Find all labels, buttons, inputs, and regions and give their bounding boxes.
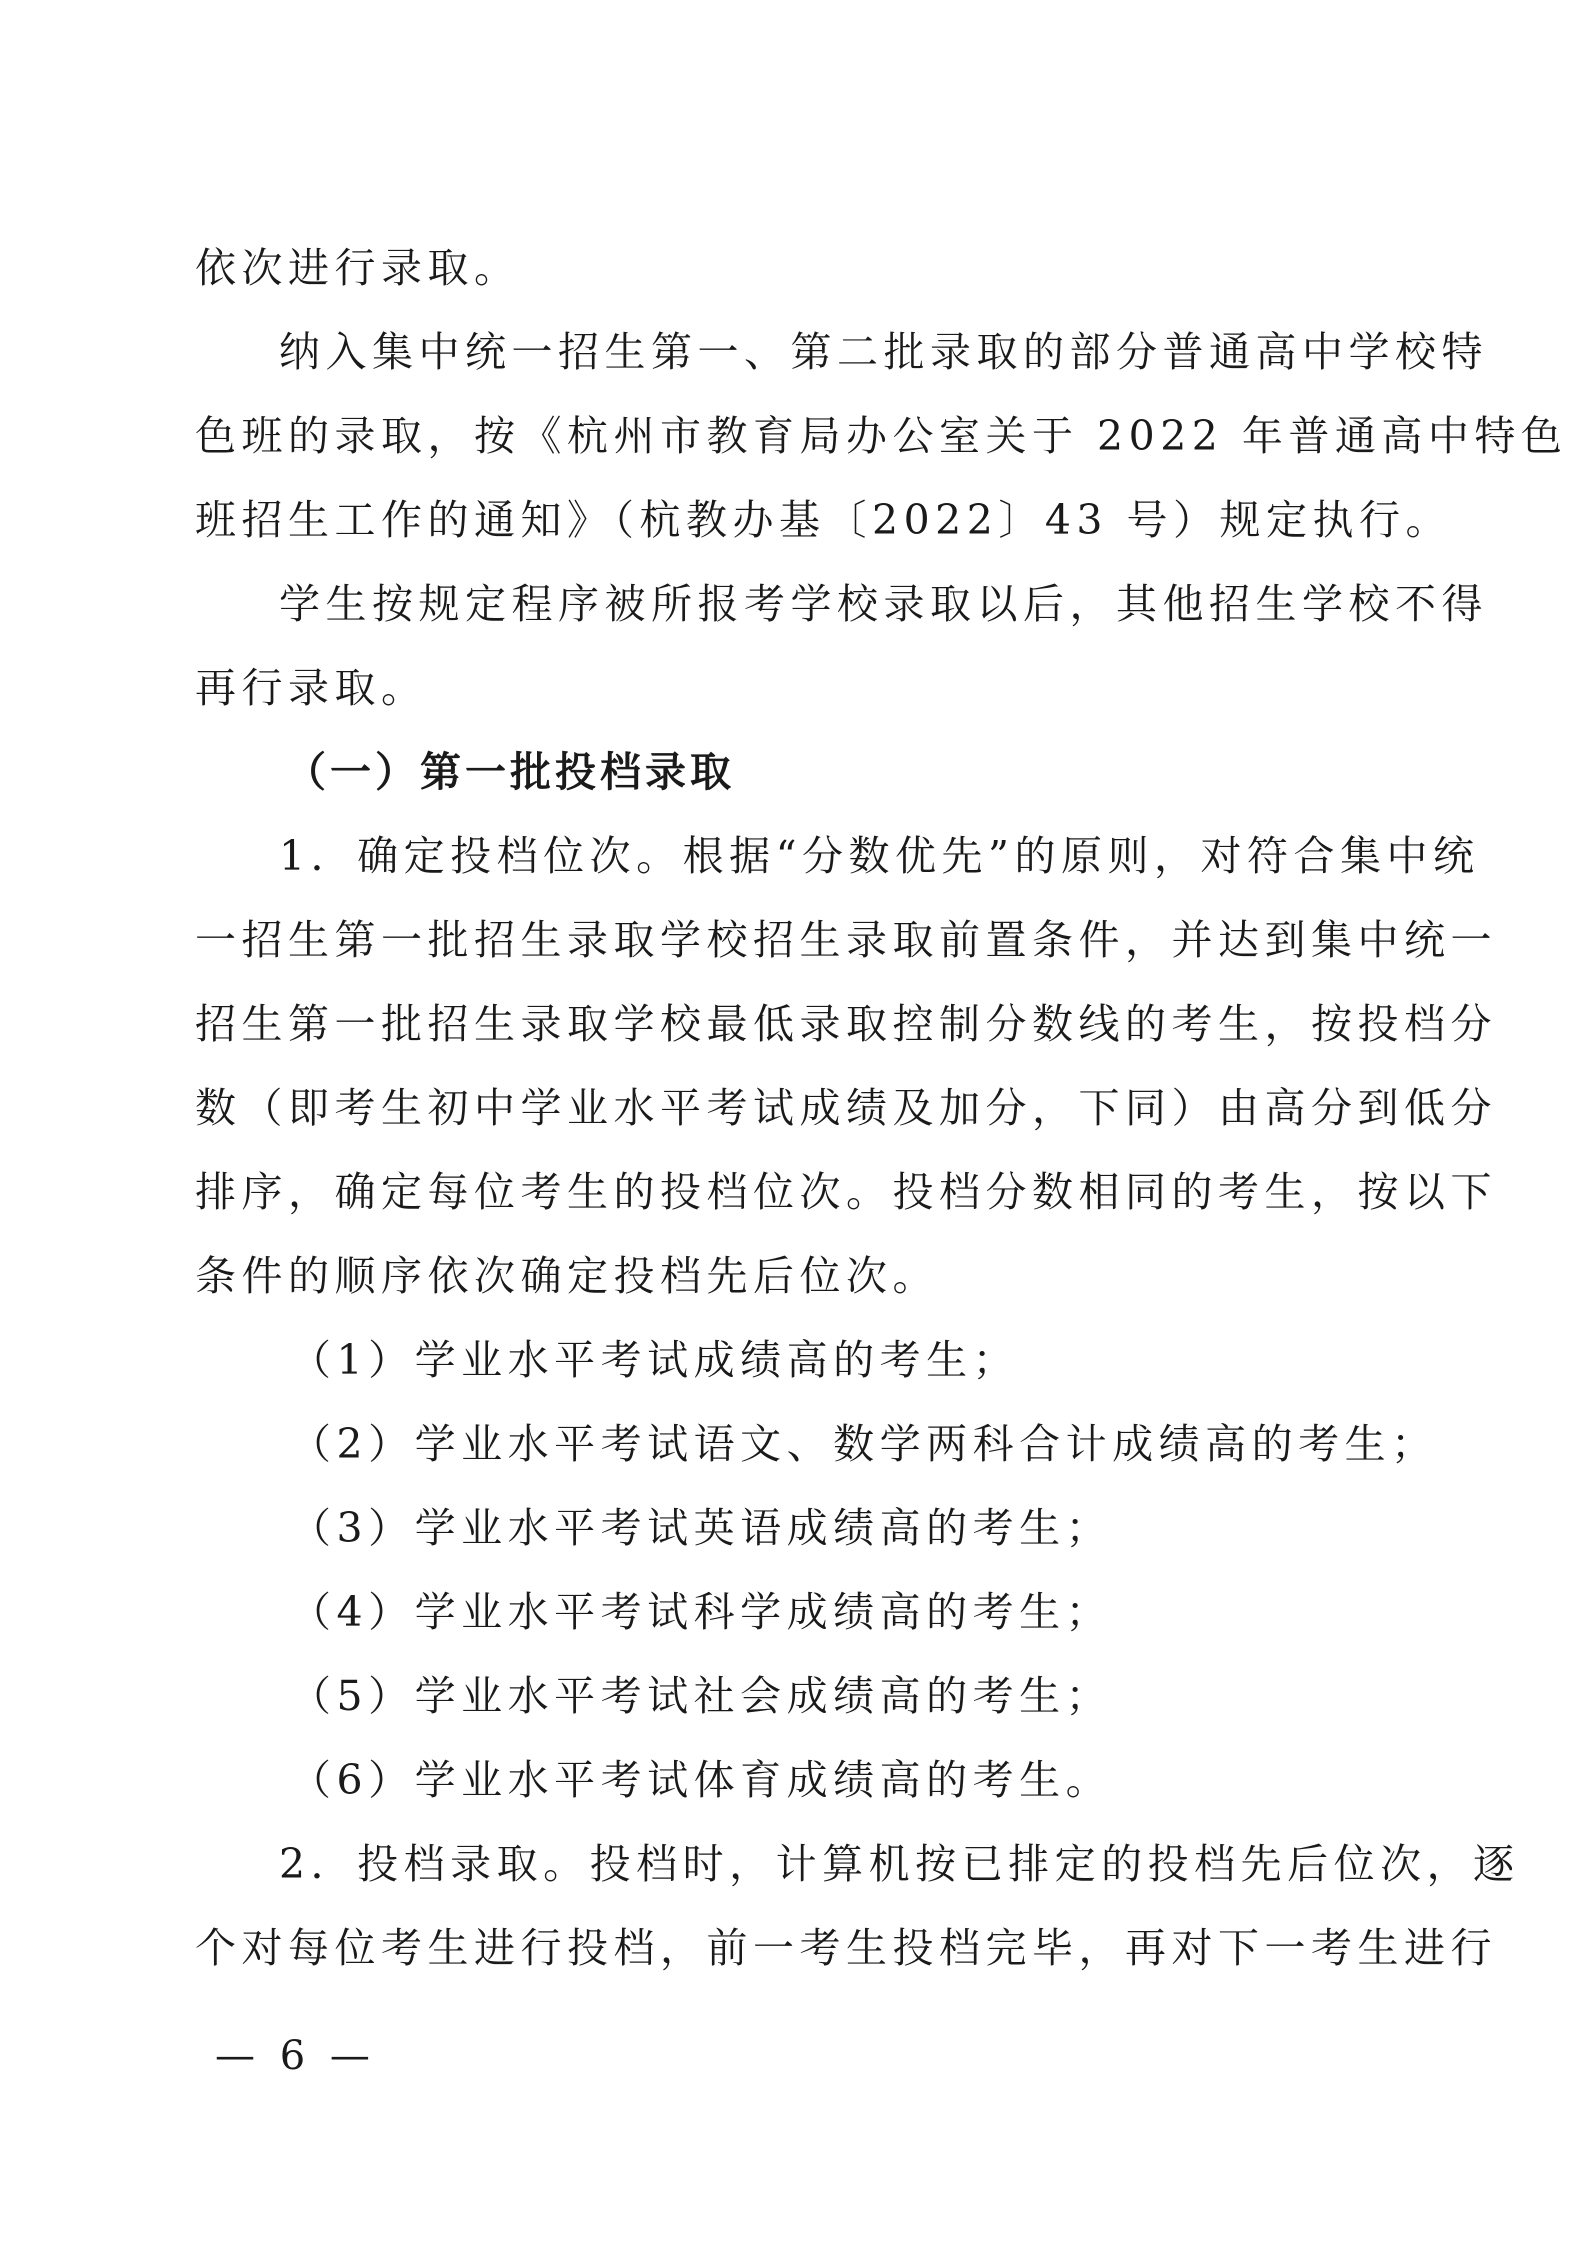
paragraph-line: 色班的录取，按《杭州市教育局办公室关于 2022 年普通高中特色 — [195, 412, 1568, 460]
list-item: （5）学业水平考试社会成绩高的考生； — [290, 1672, 1113, 1720]
page-number: — 6 — — [215, 2033, 376, 2079]
paragraph-line: 排序，确定每位考生的投档位次。投档分数相同的考生，按以下 — [195, 1168, 1497, 1216]
paragraph-line: 班招生工作的通知》（杭教办基〔2022〕43 号）规定执行。 — [195, 496, 1453, 544]
paragraph-line: 1．确定投档位次。根据“分数优先”的原则，对符合集中统 — [279, 832, 1480, 880]
paragraph-line: 2．投档录取。投档时，计算机按已排定的投档先后位次，逐 — [279, 1840, 1520, 1888]
list-item: （4）学业水平考试科学成绩高的考生； — [290, 1588, 1113, 1636]
paragraph-line: 再行录取。 — [195, 664, 428, 712]
paragraph-line: 个对每位考生进行投档，前一考生投档完毕，再对下一考生进行 — [195, 1924, 1497, 1972]
paragraph-line: 纳入集中统一招生第一、第二批录取的部分普通高中学校特 — [279, 328, 1488, 376]
paragraph-line: 招生第一批招生录取学校最低录取控制分数线的考生，按投档分 — [195, 1000, 1497, 1048]
list-item: （2）学业水平考试语文、数学两科合计成绩高的考生； — [290, 1420, 1438, 1468]
paragraph-line: 数（即考生初中学业水平考试成绩及加分，下同）由高分到低分 — [195, 1084, 1497, 1132]
list-item: （1）学业水平考试成绩高的考生； — [290, 1336, 1020, 1384]
list-item: （6）学业水平考试体育成绩高的考生。 — [290, 1756, 1113, 1804]
paragraph-line: 一招生第一批招生录取学校招生录取前置条件，并达到集中统一 — [195, 916, 1497, 964]
paragraph-line: 学生按规定程序被所报考学校录取以后，其他招生学校不得 — [279, 580, 1488, 628]
paragraph-line: 条件的顺序依次确定投档先后位次。 — [195, 1252, 939, 1300]
paragraph-line: 依次进行录取。 — [195, 244, 521, 292]
list-item: （3）学业水平考试英语成绩高的考生； — [290, 1504, 1113, 1552]
section-heading: （一）第一批投档录取 — [285, 748, 735, 796]
